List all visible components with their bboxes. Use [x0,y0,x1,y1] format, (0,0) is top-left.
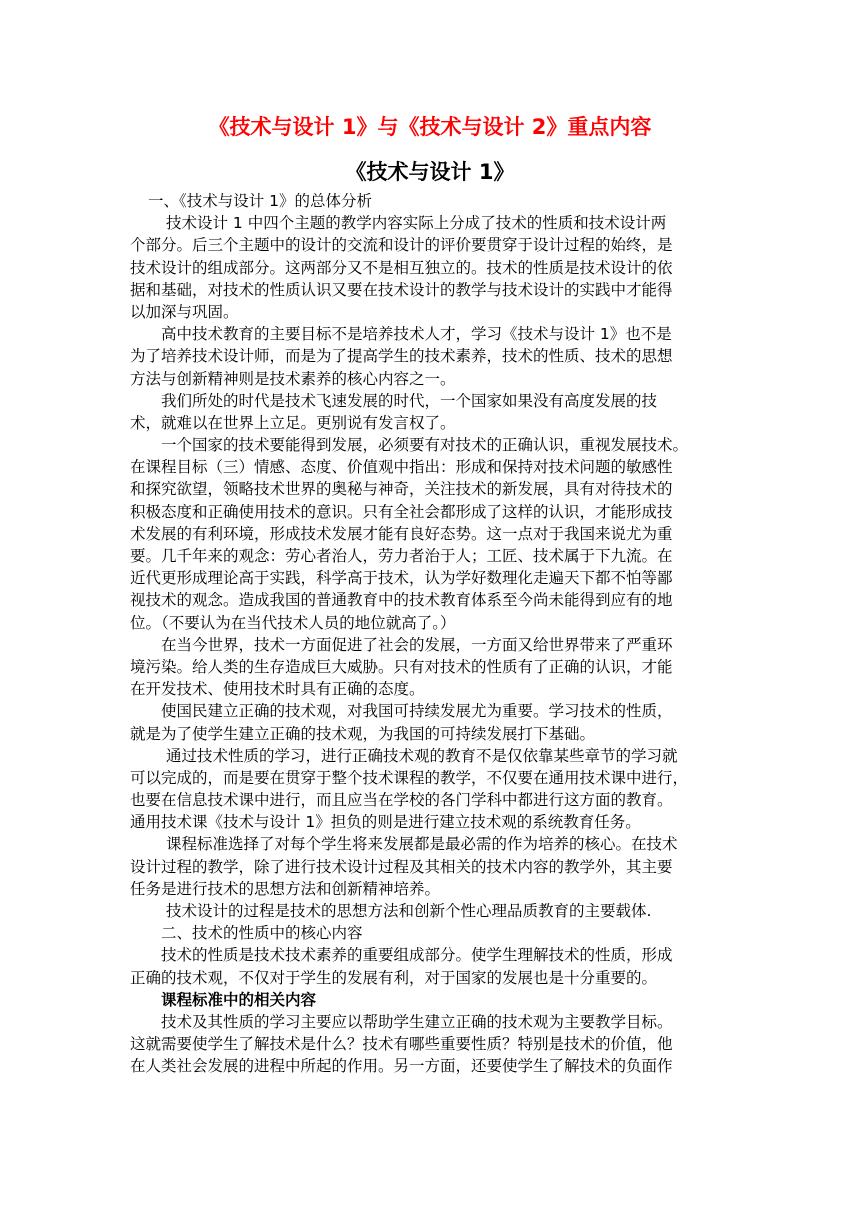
body-text-line: 视技术的观念。造成我国的普通教育中的技术教育体系至今尚未能得到应有的地 [130,591,673,610]
body-text-line: 和探究欲望，领略技术世界的奥秘与神奇，关注技术的新发展，具有对待技术的 [130,480,673,499]
body-text-line: 为了培养技术设计师，而是为了提高学生的技术素养，技术的性质、技术的思想 [130,347,673,366]
body-text-line: 二、技术的性质中的核心内容 [161,924,363,943]
body-text-line: 境污染。给人类的生存造成巨大威胁。只有对技术的性质有了正确的认识，才能 [130,657,673,676]
body-text-line: 技术设计的组成部分。这两部分又不是相互独立的。技术的性质是技术设计的依 [130,258,673,277]
body-text-line: 任务是进行技术的思想方法和创新精神培养。 [130,879,441,898]
section-title: 《技术与设计 1》 [345,160,515,184]
body-text-line: 就是为了使学生建立正确的技术观，为我国的可持续发展打下基础。 [130,724,596,743]
body-text-line: 课程标准选择了对每个学生将来发展都是最必需的作为培养的核心。在技术 [166,835,678,854]
body-text-line: 以加深与巩固。 [130,302,239,321]
body-text-line: 这就需要使学生了解技术是什么？技术有哪些重要性质？特别是技术的价值，他 [130,1035,673,1054]
body-text-line: 课程标准中的相关内容 [161,990,317,1009]
body-text-line: 据和基础，对技术的性质认识又要在技术设计的教学与技术设计的实践中才能得 [130,280,673,299]
document-body [130,190,734,1078]
body-text-line: 通用技术课《技术与设计 1》担负的则是进行建立技术观的系统教育任务。 [130,813,641,832]
document-title: 《技术与设计 1》与《技术与设计 2》重点内容 [208,115,652,139]
body-text-line: 技术的性质是技术技术素养的重要组成部分。使学生理解技术的性质，形成 [161,946,673,965]
body-text-line: 积极态度和正确使用技术的意识。只有全社会都形成了这样的认识，才能形成技 [130,502,673,521]
body-text-line: 位。（不要认为在当代技术人员的地位就高了。） [130,613,456,632]
body-text-line: 要。几千年来的观念：劳心者治人，劳力者治于人；工匠、技术属于下九流。在 [130,547,673,565]
body-text-line: 技术及其性质的学习主要应以帮助学生建立正确的技术观为主要教学目标。 [161,1012,673,1031]
body-text-line: 我们所处的时代是技术飞速发展的时代，一个国家如果没有高度发展的技 [161,391,658,410]
body-text-line: 方法与创新精神则是技术素养的核心内容之一。 [130,369,456,388]
body-text-line: 高中技术教育的主要目标不是培养技术人才，学习《技术与设计 1》也不是 [161,325,672,344]
body-text-line: 个部分。后三个主题中的设计的交流和设计的评价要贯穿于设计过程的始终，是 [130,236,673,255]
body-text-line: 技术设计的过程是技术的思想方法和创新个性心理品质教育的主要载体. [166,902,652,920]
body-text-line: 可以完成的，而是要在贯穿于整个技术课程的教学，不仅要在通用技术课中进行， [130,768,689,787]
body-text-line: 也要在信息技术课中进行，而且应当在学校的各门学科中都进行这方面的教育。 [130,791,673,810]
body-text-line: 在课程目标（三）情感、态度、价值观中指出：形成和保持对技术问题的敏感性 [130,458,673,477]
body-text-line: 设计过程的教学，除了进行技术设计过程及其相关的技术内容的教学外，其主要 [130,857,673,876]
body-text-line: 在开发技术、使用技术时具有正确的态度。 [130,680,425,699]
body-text-line: 在人类社会发展的进程中所起的作用。另一方面，还要使学生了解技术的负面作 [130,1057,673,1076]
body-text-line: 术发展的有利环境，形成技术发展才能有良好态势。这一点对于我国来说尤为重 [130,524,673,543]
body-text-line: 在当今世界，技术一方面促进了社会的发展，一方面又给世界带来了严重环 [161,635,673,654]
body-text-line: 一、《技术与设计 1》的总体分析 [148,192,373,210]
body-text-line: 通过技术性质的学习，进行正确技术观的教育不是仅依靠某些章节的学习就 [166,746,678,765]
body-text-line: 技术设计 1 中四个主题的教学内容实际上分成了技术的性质和技术设计两 [166,214,667,233]
body-text-line: 使国民建立正确的技术观，对我国可持续发展尤为重要。学习技术的性质， [161,702,673,721]
body-text-line: 正确的技术观，不仅对于学生的发展有利，对于国家的发展也是十分重要的。 [130,968,658,987]
body-text-line: 术，就难以在世界上立足。更别说有发言权了。 [130,413,456,432]
body-text-line: 一个国家的技术要能得到发展，必须要有对技术的正确认识，重视发展技术。 [161,436,689,455]
body-text-line: 近代更形成理论高于实践，科学高于技术，认为学好数理化走遍天下都不怕等鄙 [130,569,673,588]
